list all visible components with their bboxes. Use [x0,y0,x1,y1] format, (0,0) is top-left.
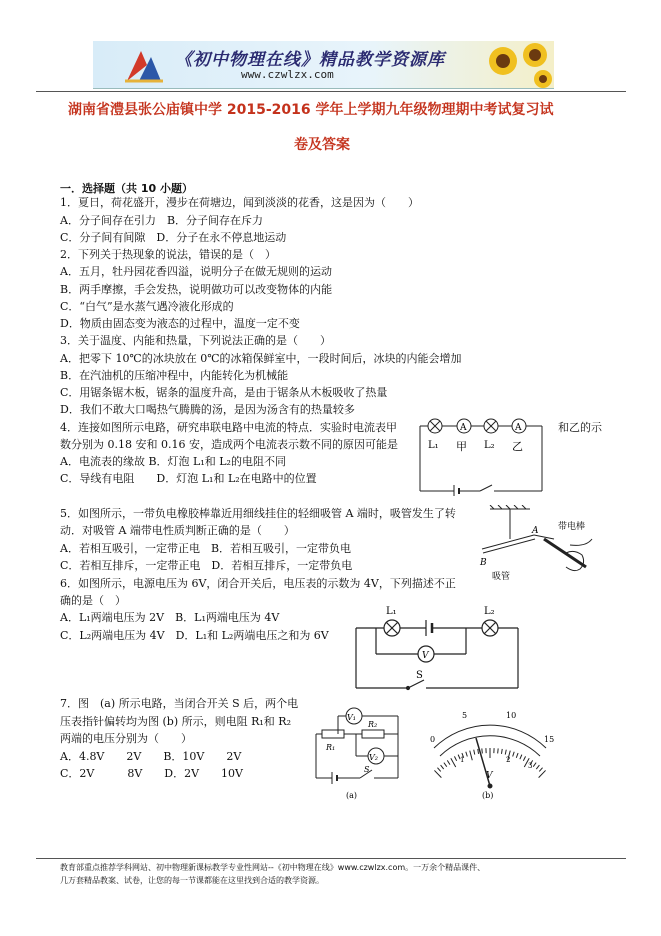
voltmeter-v2-label: V₂ [369,753,378,762]
dial-subtick-2: 2 [506,756,511,764]
dial-tick-mark [482,748,483,753]
question-text: 4．连接如图所示电路，研究串联电路中电流的特点．实验时电流表甲 [60,421,397,434]
ammeter-jia-caption: 甲 [456,440,467,453]
question-text: 动．对吸管 A 端带电性质判断正确的是（ ） [60,524,295,537]
dial-tick-mark [447,760,450,764]
bulb-l1-label: L₁ [386,606,397,617]
dial-subtick-1: 1 [460,756,465,764]
question-text: 5．如图所示，一带负电橡胶棒靠近用细线挂住的轻细吸管 A 端时，吸管发生了转 [60,507,456,520]
ammeter-yi-caption: 乙 [512,440,523,453]
option-text: B．两手摩擦，手会发热，说明做功可以改变物体的内能 [60,283,333,296]
switch-label: S [364,765,370,774]
option-text: A．电流表的缘故 B．灯泡 L₁和 L₂的电阻不同 [60,455,286,468]
footer-text: 几万套精品教案、试卷，让您的每一节课都能在这里找到合适的教学资源。 [60,876,324,885]
banner-title: 《初中物理在线》精品教学资源库 [175,50,445,70]
dial-tick-mark [539,768,542,772]
option-text: C．分子间有间隙 D．分子在永不停息地运动 [60,231,287,244]
option-text: C．导线有电阻 D．灯泡 L₁和 L₂在电路中的位置 [60,472,317,485]
question-text-tail: 和乙的示 [558,421,602,434]
dial-tick-mark [520,755,522,760]
page-title-line2: 卷及答案 [294,137,350,153]
dial-tick-15: 15 [544,735,555,744]
question-text: 数分别为 0.18 安和 0.16 安，造成两个电流表示数不同的原因可能是 [60,438,398,451]
q6-circuit-figure [352,602,522,692]
bulb-l2-label: L₂ [484,606,495,617]
dial-tick-0: 0 [430,735,436,744]
header-banner [93,41,554,89]
q7a-circuit-figure [312,704,408,804]
dial-unit-label: V [486,771,493,781]
option-text: A．L₁两端电压为 2V B．L₁两端电压为 4V [60,611,280,624]
straw-end-a-label: A [532,526,539,536]
dial-tick-mark [474,750,475,755]
option-text: B．在汽油机的压缩冲程中，内能转化为机械能 [60,369,289,382]
straw-caption: 吸管 [492,572,511,582]
ammeter-jia-label: A [460,423,467,433]
option-text: A．若相互吸引，一定带正电 B．若相互吸引，一定带负电 [60,542,352,555]
question-text: 3．关于温度、内能和热量，下列说法正确的是（ ） [60,334,331,347]
switch-label: S [416,670,423,681]
sunflower-icon [483,41,554,88]
dial-tick-10: 10 [506,711,517,720]
option-text: D．物质由固态变为液态的过程中，温度一定不变 [60,317,300,330]
header-rule [36,91,626,92]
option-text: C．用锯条锯木板，锯条的温度升高，是由于锯条从木板吸收了热量 [60,386,388,399]
ammeter-yi-label: A [515,423,522,433]
q7b-voltmeter-dial [420,704,560,804]
q4-circuit-figure [418,416,558,496]
option-text: D．我们不敢大口喝热气腾腾的汤，是因为汤含有的热量较多 [60,403,355,416]
dial-tick-mark [498,748,499,753]
option-text: A．五月，牡丹园花香四溢，说明分子在做无规则的运动 [60,265,332,278]
dial-tick-mark [466,752,468,757]
resistor-r2-label: R₂ [368,720,378,729]
option-text: C．“白气”是水蒸气遇冷液化形成的 [60,300,234,313]
footer-rule [36,858,626,859]
option-text: C．L₂两端电压为 4V D．L₁和 L₂两端电压之和为 6V [60,629,329,642]
question-text: 2．下列关于热现象的说法，错误的是（ ） [60,248,276,261]
voltmeter-v1-label: V₁ [347,713,356,722]
section-heading: 一．选择题（共 10 小题） [60,182,193,195]
dial-tick-mark [505,750,506,755]
straw-end-b-label: B [480,558,487,568]
footer-text: 教育部重点推荐学科网站、初中物理新课标教学专业性网站--《初中物理在线》www.czwlzx.com。一万余个精品课件、 [60,863,486,872]
dial-tick-mark [437,768,440,772]
dial-tick-mark [444,763,447,767]
dial-tick-mark [513,752,515,757]
question-text: 6．如图所示，电源电压为 6V，闭合开关后，电压表的示数为 4V，下列描述不正 [60,577,456,590]
option-text: C．若相互排斥，一定带正电 D．若相互排斥，一定带负电 [60,559,353,572]
question-text: 压表指针偏转均为图 (b) 所示，则电阻 R₁和 R₂ [60,715,291,728]
page-title: 湖南省澧县张公庙镇中学 2015-2016 学年上学期九年级物理期中考试复习试 [68,102,554,118]
site-logo-icon [121,45,165,85]
resistor-r1-label: R₁ [326,743,336,752]
banner-url: www.czwlzx.com [241,68,334,81]
dial-tick-5: 5 [462,711,468,720]
dial-tick-mark [501,749,502,754]
voltmeter-label: V [422,651,429,661]
dial-tick-mark [451,758,456,767]
option-text: C．2V 8V D．2V 10V [60,767,244,780]
bulb-l1-label: L₁ [428,440,439,451]
question-text: 1．夏日，荷花盛开，漫步在荷塘边，闻到淡淡的花香，这是因为（ ） [60,196,419,209]
dial-subtick-3: 3 [528,762,533,770]
option-text: A．4.8V 2V B．10V 2V [60,750,242,763]
q5-straw-figure [474,505,598,585]
question-text: 确的是（ ） [60,594,126,607]
question-text: 7．图 (a) 所示电路，当闭合开关 S 后，两个电 [60,697,299,710]
dial-tick-mark [523,756,525,760]
dial-tick-mark [470,751,473,761]
figure-a-caption: (a) [346,791,358,800]
rod-caption: 带电棒 [558,522,586,532]
bulb-l2-label: L₂ [484,440,495,451]
dial-tick-mark [478,749,479,754]
option-text: A．把零下 10℃的冰块放在 0℃的冰箱保鲜室中，一段时间后，冰块的内能会增加 [60,352,462,365]
dial-tick-mark [441,765,444,769]
dial-tick-mark [516,753,518,758]
question-text: 两端的电压分别为（ ） [60,732,192,745]
figure-b-caption: (b) [482,791,494,800]
dial-tick-mark [536,765,539,769]
dial-tick-mark [533,763,536,767]
option-text: A．分子间存在引力 B．分子间存在斥力 [60,214,264,227]
dial-tick-mark [454,756,456,760]
